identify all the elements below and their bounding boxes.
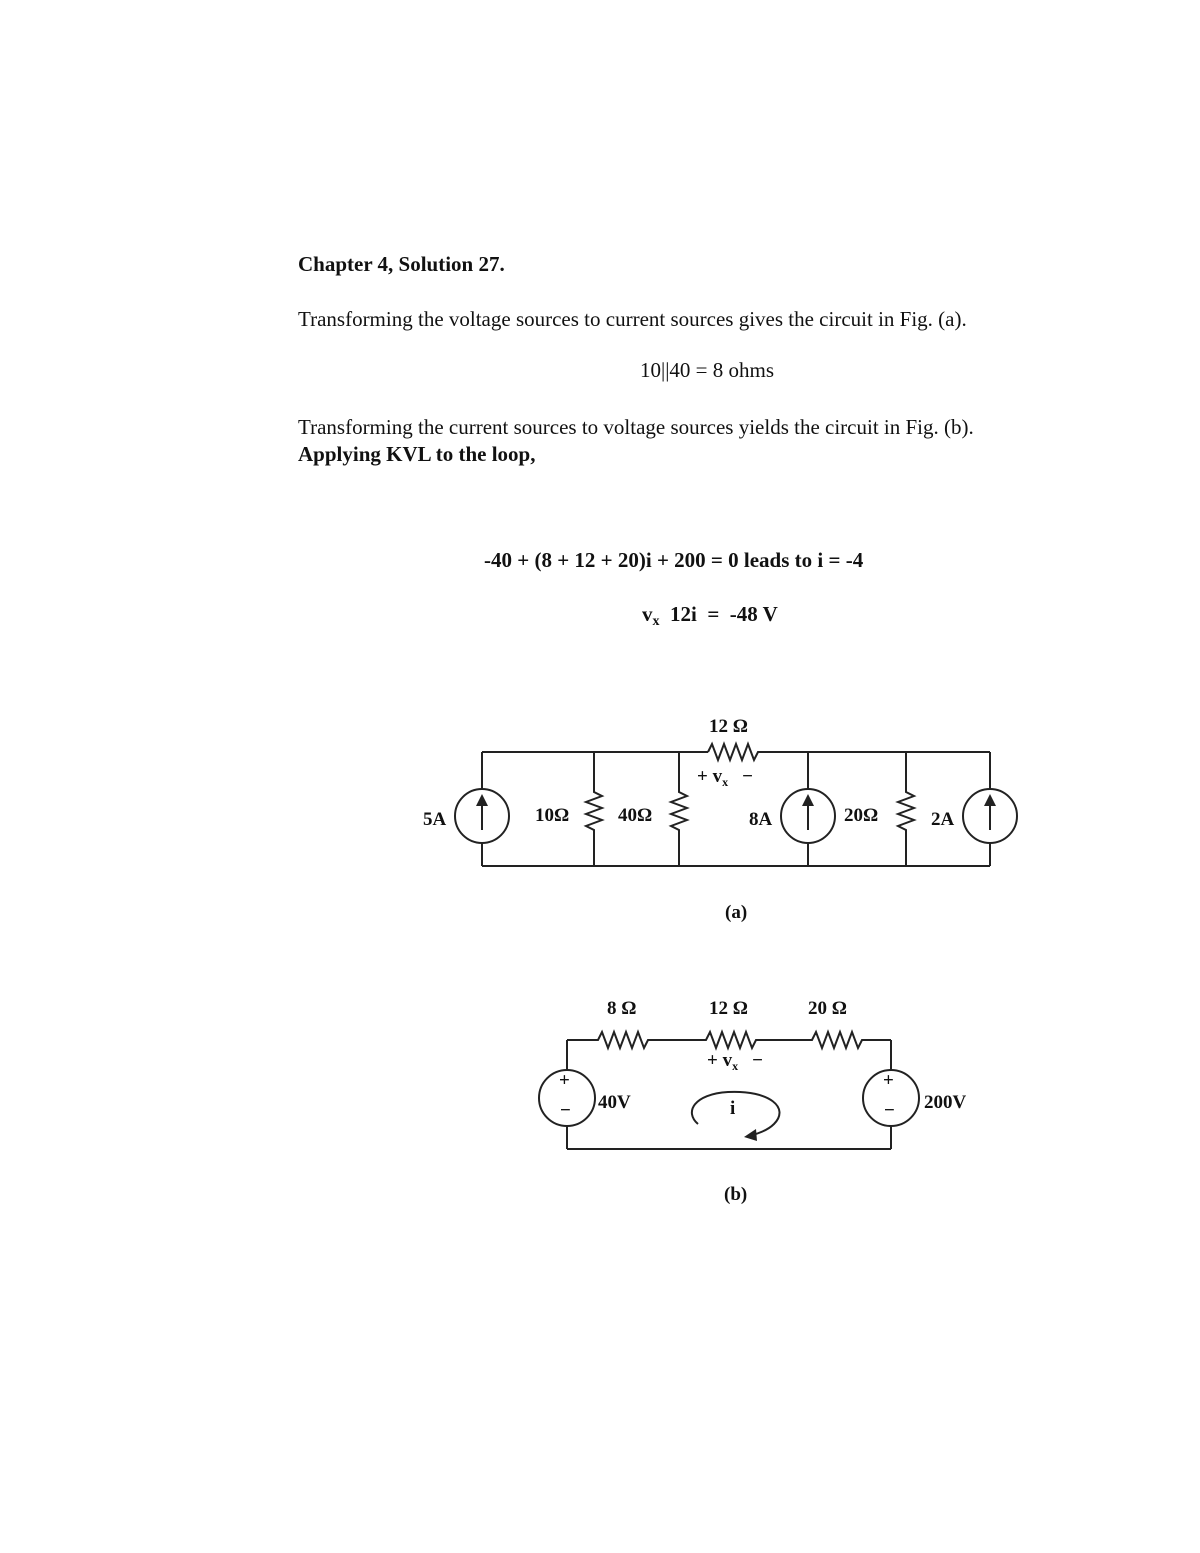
fig-a-label-r40: 40Ω (618, 805, 653, 826)
fig-a-resistor-10 (586, 752, 602, 866)
fig-b-label-200v: 200V (924, 1092, 967, 1113)
figure-b (539, 998, 967, 1205)
fig-b-label-r20: 20 Ω (808, 998, 847, 1019)
eq-vx-sub: x (652, 614, 660, 629)
paragraph-fig-a: Transforming the voltage sources to current sources gives the circuit in Fig. (a). (298, 307, 967, 331)
equation-kvl: -40 + (8 + 12 + 20)i + 200 = 0 leads to i = -4 (484, 548, 864, 572)
fig-a-resistor-40 (671, 752, 687, 866)
arrow-up-icon (984, 794, 996, 806)
fig-a-label-vx: + $v_x$ − (697, 766, 753, 789)
fig-a-resistor-20 (898, 752, 914, 866)
fig-b-top-wire (567, 1032, 891, 1048)
minus-icon: − (884, 1100, 895, 1121)
arrow-head-icon (744, 1129, 757, 1141)
fig-a-label-r10: 10Ω (535, 805, 570, 826)
fig-a-label-2a: 2A (931, 809, 955, 830)
fig-b-label-i: i (730, 1098, 736, 1119)
fig-a-label-r12: 12 Ω (709, 716, 748, 737)
fig-a-resistor-12 (708, 744, 770, 760)
solution-heading: Chapter 4, Solution 27. (298, 252, 505, 276)
fig-b-label-r12: 12 Ω (709, 998, 748, 1019)
fig-b-loop-arrow (692, 1092, 780, 1135)
plus-icon: + (559, 1070, 570, 1091)
plus-icon: + (883, 1070, 894, 1091)
paragraph-fig-b-line1: Transforming the current sources to voltage sources yields the circuit in Fig. (b). (298, 415, 974, 439)
eq-vx-v: v (642, 602, 653, 626)
fig-a-caption: (a) (725, 902, 748, 923)
fig-a-label-r20: 20Ω (844, 805, 879, 826)
fig-b-label-r8: 8 Ω (607, 998, 637, 1019)
minus-icon: − (560, 1100, 571, 1121)
fig-b-label-40v: 40V (598, 1092, 631, 1113)
equation-parallel: 10||40 = 8 ohms (640, 358, 775, 382)
arrow-up-icon (476, 794, 488, 806)
fig-b-caption: (b) (724, 1184, 748, 1205)
arrow-up-icon (802, 794, 814, 806)
paragraph-fig-b-line2: Applying KVL to the loop, (298, 442, 536, 466)
fig-a-label-5a: 5A (423, 809, 447, 830)
fig-a-label-8a: 8A (749, 809, 773, 830)
eq-vx-rest: 12i = -48 V (659, 602, 778, 626)
figure-a (423, 716, 1017, 923)
fig-b-label-vx: + $v_x$ − (707, 1050, 763, 1073)
